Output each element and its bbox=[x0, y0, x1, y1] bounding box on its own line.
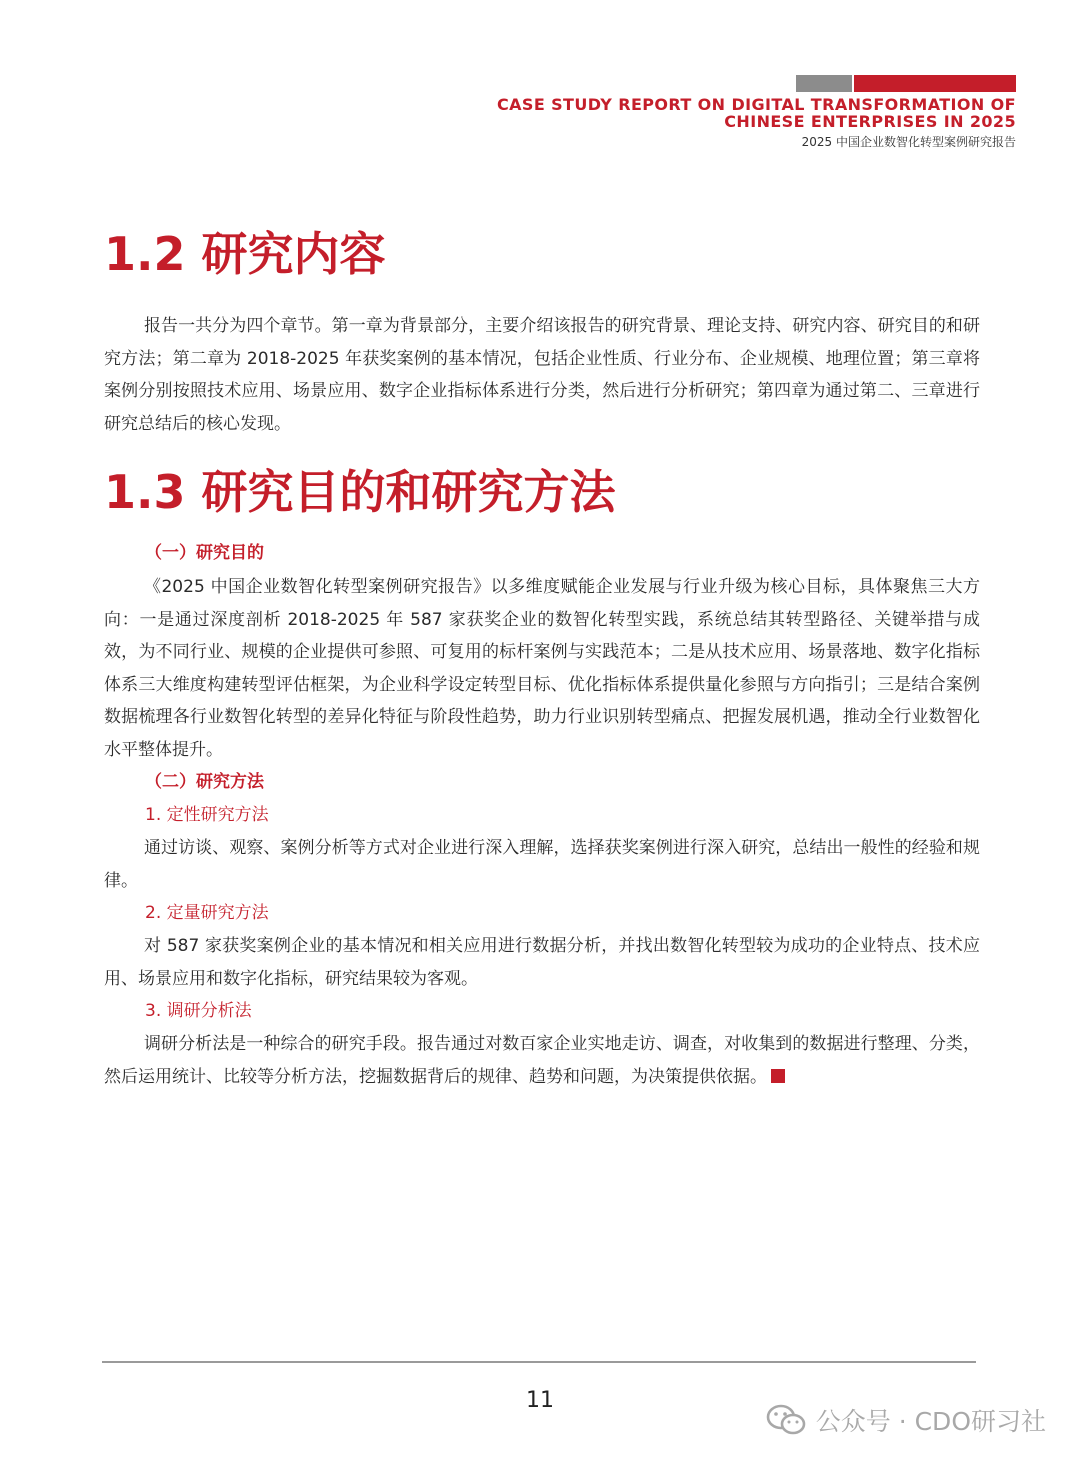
watermark-text: 公众号 · CDO研习社 bbox=[815, 1407, 1046, 1436]
method-3-text: 调研分析法是一种综合的研究手段。报告通过对数百家企业实地走访、调查，对收集到的数据进行整理、分类，然后运用统计、比较等分析方法，挖掘数据背后的规律、趋势和问题，为决策提供依据。 bbox=[104, 1034, 980, 1087]
header-bar-gray bbox=[796, 75, 852, 92]
wechat-icon bbox=[766, 1403, 806, 1437]
footer-divider bbox=[102, 1361, 976, 1363]
method-3-paragraph bbox=[104, 1028, 980, 1093]
report-title-chinese: 2025 中国企业数智化转型案例研究报告 bbox=[801, 135, 1016, 149]
report-title-english bbox=[497, 96, 1016, 130]
purpose-paragraph: 《2025 中国企业数智化转型案例研究报告》以多维度赋能企业发展与行业升级为核心目标，具体聚焦三大方向：一是通过深度剖析 2018-2025 年 587 家获奖企业的数智化转型实践，系统总结其转型路径、关键举措与成效，为不同行业、规模的企业提供可参照、可复用的标杆案例与实践范本；二是从技术应用、场景落地、数字化指标体系三大维度构建转型评估框架，为企业科学设定转型目标、优化指标体系提供量化参照与方向指引；三是结合案例数据梳理各行业数智化转型的差异化特征与阶段性趋势，助力行业识别转型痛点、把握发展机遇，推动全行业数智化水平整体提升。 bbox=[104, 577, 980, 760]
header-bar-red bbox=[854, 75, 1016, 92]
method-1-text: 通过访谈、观察、案例分析等方式对企业进行深入理解，选择获奖案例进行深入研究，总结出一般性的经验和规律。 bbox=[104, 838, 980, 891]
method-1-title: 1. 定性研究方法 bbox=[145, 805, 269, 825]
section-1-2-paragraph: 报告一共分为四个章节。第一章为背景部分，主要介绍该报告的研究背景、理论支持、研究内容、研究目的和研究方法；第二章为 2018-2025 年获奖案例的基本情况，包括企业性质、行业分布、企业规模、地理位置；第三章将案例分别按照技术应用、场景应用、数字企业指标体系进行分类，然后进行分析研究；第四章为通过第二、三章进行研究总结后的核心发现。 bbox=[104, 316, 980, 434]
watermark bbox=[766, 1402, 1046, 1438]
method-2-title: 2. 定量研究方法 bbox=[145, 903, 269, 923]
section-heading-1-2: 1.2 研究内容 bbox=[104, 227, 386, 281]
methods-heading: （二）研究方法 bbox=[145, 772, 264, 792]
page-number: 11 bbox=[526, 1388, 554, 1413]
header-color-bar bbox=[796, 75, 1016, 92]
section-heading-1-3: 1.3 研究目的和研究方法 bbox=[104, 465, 616, 519]
method-3-title: 3. 调研分析法 bbox=[145, 1001, 252, 1021]
report-title-line1: CASE STUDY REPORT ON DIGITAL TRANSFORMATION OF bbox=[496, 95, 1016, 114]
method-2-text: 对 587 家获奖案例企业的基本情况和相关应用进行数据分析，并找出数智化转型较为成功的企业特点、技术应用、场景应用和数字化指标，研究结果较为客观。 bbox=[104, 936, 980, 989]
purpose-heading: （一）研究目的 bbox=[145, 543, 264, 563]
report-title-line2: CHINESE ENTERPRISES IN 2025 bbox=[724, 112, 1016, 131]
end-of-section-mark bbox=[771, 1069, 785, 1083]
